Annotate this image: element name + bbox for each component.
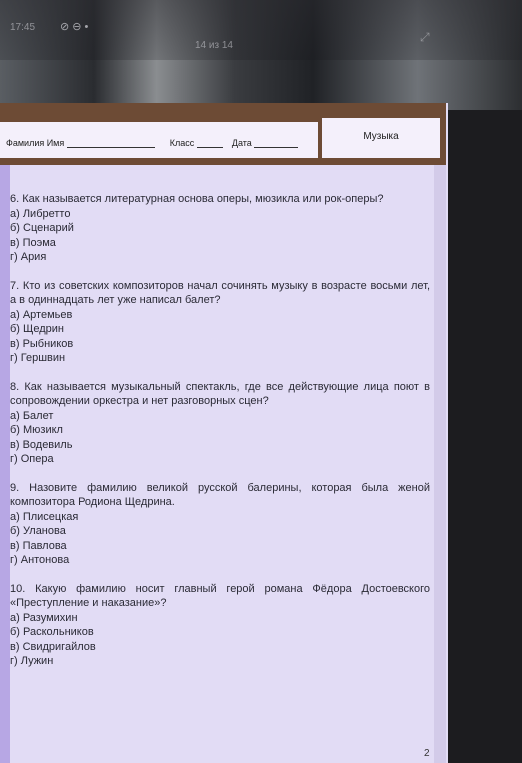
- answer-option: в) Водевиль: [10, 438, 73, 451]
- question-text: 6. Как называется литературная основа оперы, мюзикла или рок-оперы?: [10, 193, 384, 205]
- answer-option: в) Рыбников: [10, 337, 74, 350]
- answer-option: б) Щедрин: [10, 323, 64, 335]
- answer-option: в) Павлова: [10, 539, 67, 552]
- question-9: [10, 481, 430, 568]
- answer-option: б) Уланова: [10, 525, 66, 537]
- question-8: [10, 380, 430, 467]
- answer-option: г) Опера: [10, 453, 54, 465]
- status-bar: [0, 0, 522, 60]
- answer-option: б) Мюзикл: [10, 424, 63, 436]
- expand-icon[interactable]: ⤢: [420, 30, 430, 44]
- answer-option: б) Сценарий: [10, 222, 74, 234]
- answer-option: г) Гершвин: [10, 352, 66, 364]
- subject-title: Музыка: [363, 131, 399, 142]
- question-text: 10. Какую фамилию носит главный герой романа Фёдора Достоевского «Преступление и наказание»?: [10, 582, 430, 609]
- class-blank: [197, 139, 223, 148]
- answer-option: г) Ария: [10, 251, 47, 263]
- question-6: [10, 192, 430, 265]
- date-blank: [254, 139, 298, 148]
- class-label: Класс: [169, 138, 195, 148]
- subject-box: [322, 118, 440, 158]
- answer-option: г) Антонова: [10, 554, 70, 566]
- status-time: 17:45: [10, 22, 36, 33]
- answer-option: а) Либретто: [10, 207, 71, 220]
- answer-option: в) Поэма: [10, 236, 56, 249]
- surname-label: Фамилия Имя: [6, 138, 65, 148]
- student-info-box: [0, 122, 318, 158]
- page-counter: 14 из 14: [195, 40, 233, 51]
- answer-option: а) Балет: [10, 409, 54, 422]
- question-text: 7. Кто из советских композиторов начал сочинять музыку в возрасте восьми лет, а в одиннадцать лет уже написал балет?: [10, 279, 430, 306]
- answer-option: а) Разумихин: [10, 611, 78, 624]
- answer-option: а) Плисецкая: [10, 510, 79, 523]
- answer-option: а) Артемьев: [10, 308, 73, 321]
- answer-option: б) Раскольников: [10, 626, 94, 638]
- question-7: [10, 279, 430, 366]
- page-number: 2: [424, 748, 430, 759]
- status-icons: ⊘ ⊖ •: [60, 21, 89, 33]
- page-edge: [434, 103, 446, 763]
- questions-list: [10, 192, 430, 669]
- answer-option: в) Свидригайлов: [10, 640, 96, 653]
- answer-option: г) Лужин: [10, 655, 54, 667]
- surname-blank: [67, 139, 155, 148]
- question-10: [10, 582, 430, 669]
- question-text: 8. Как называется музыкальный спектакль, где все действующие лица поют в сопровождении оркестра и нет разговорных сцен?: [10, 380, 430, 407]
- date-label: Дата: [231, 138, 252, 148]
- question-text: 9. Назовите фамилию великой русской балерины, которая была женой композитора Родиона Щедрина.: [10, 481, 430, 508]
